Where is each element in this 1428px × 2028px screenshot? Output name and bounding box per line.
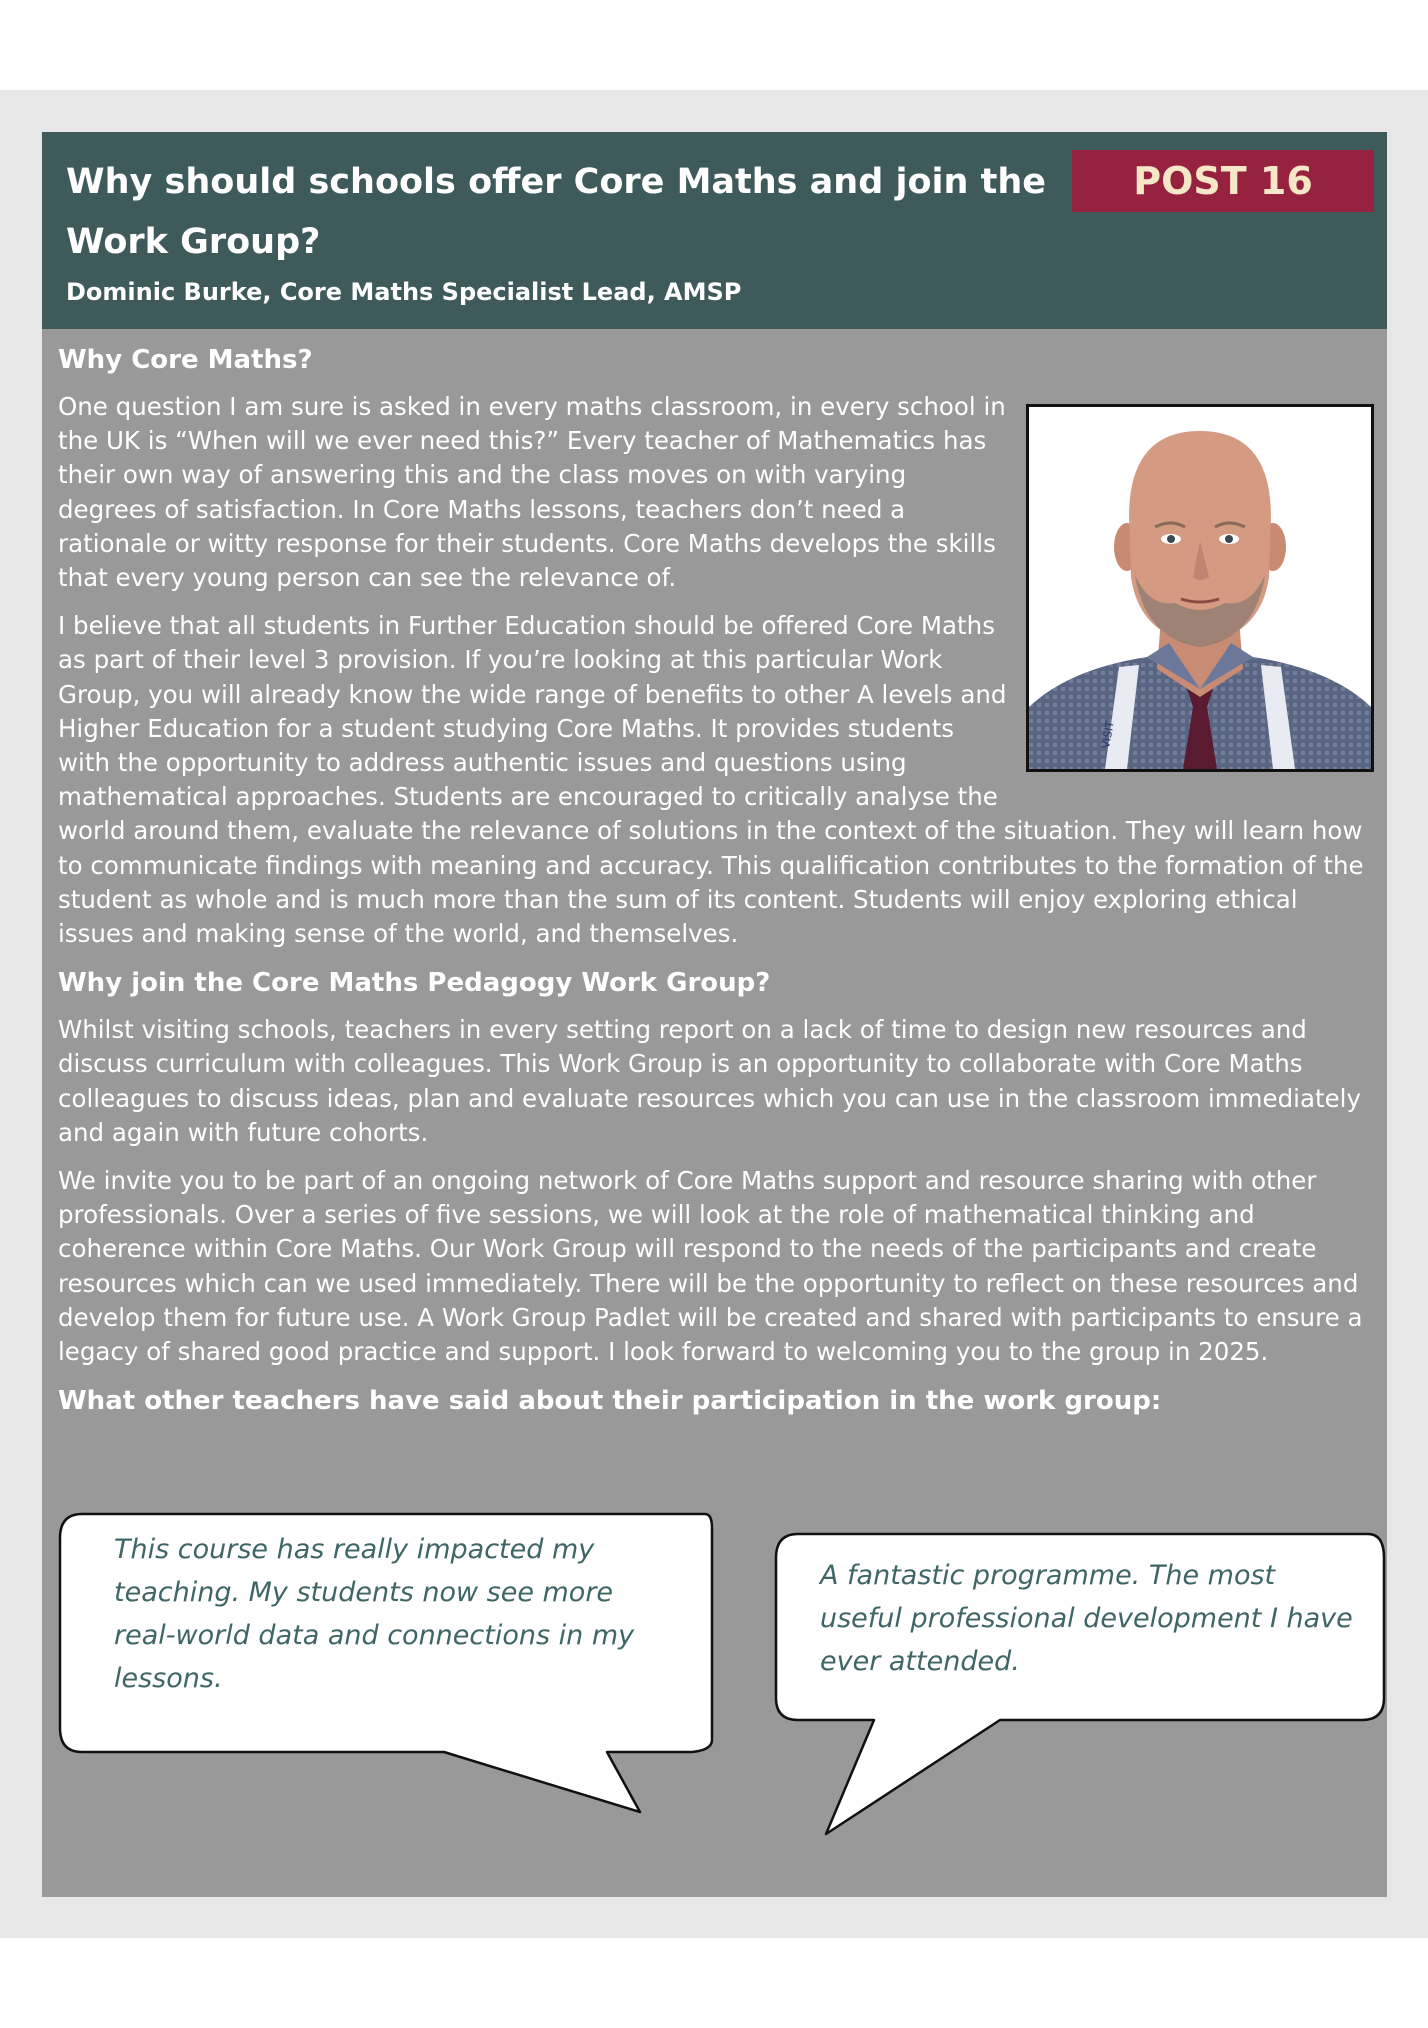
heading-why-core-maths: Why Core Maths? bbox=[58, 345, 313, 375]
heading-testimonials: What other teachers have said about their participation in the work group: bbox=[58, 1386, 1162, 1417]
page-title: Why should schools offer Core Maths and join the Work Group? bbox=[66, 162, 1046, 262]
heading-why-join: Why join the Core Maths Pedagogy Work Group? bbox=[58, 968, 771, 999]
paragraph: I believe that all students in Further Education should be offered Core Maths as part of their level 3 provision. If you’re looking at this particular Work Group, you will already know the wide range of benefits to other A levels and Higher Education for a student studying Core Maths. It provides students with the opportunity to address authentic issues and questions using mathematical approaches. Students are encouraged to critically analyse the world around them, evaluate the relevance of solutions in the context of the situation. They will learn how to communicate findings with meaning and accuracy. This qualification contributes to the formation of the student as whole and is much more than the sum of its content. Students will enjoy exploring ethical issues and making sense of the world, and themselves. bbox=[58, 611, 1364, 949]
paragraph: We invite you to be part of an ongoing network of Core Maths support and resource sharing with other professionals. Over a series of five sessions, we will look at the role of mathematical thinking and coherence within Core Maths. Our Work Group will respond to the needs of the participants and create resources which can we used immediately. There will be the opportunity to reflect on these resources and develop them for future use. A Work Group Padlet will be created and shared with participants to ensure a legacy of shared good practice and support. I look forward to welcoming you to the group in 2025. bbox=[58, 1166, 1363, 1367]
paragraph: Whilst visiting schools, teachers in every setting report on a lack of time to design new resources and discuss curriculum with colleagues. This Work Group is an opportunity to collaborate with Core Maths colleagues to discuss ideas, plan and evaluate resources which you can use in the classroom immediately and again with future cohorts. bbox=[58, 1015, 1361, 1147]
quote-right: A fantastic programme. The most useful professional development I have ever attended. bbox=[820, 1560, 1353, 1677]
author-byline: Dominic Burke, Core Maths Specialist Lead, AMSP bbox=[66, 278, 742, 306]
quote-left: This course has really impacted my teaching. My students now see more real-world data and connections in my lessons. bbox=[114, 1534, 635, 1694]
lanyard-text: VISIT bbox=[1099, 719, 1117, 750]
post16-badge: POST 16 bbox=[1072, 150, 1374, 212]
article-card bbox=[42, 132, 1387, 1897]
paragraph: One question I am sure is asked in every maths classroom, in every school in the UK is “When will we ever need this?” Every teacher of Mathematics has their own way of answering this and the class moves on with varying degrees of satisfaction. In Core Maths lessons, teachers don’t need a rationale or witty response for their students. Core Maths develops the skills that every young person can see the relevance of. bbox=[58, 392, 1006, 593]
